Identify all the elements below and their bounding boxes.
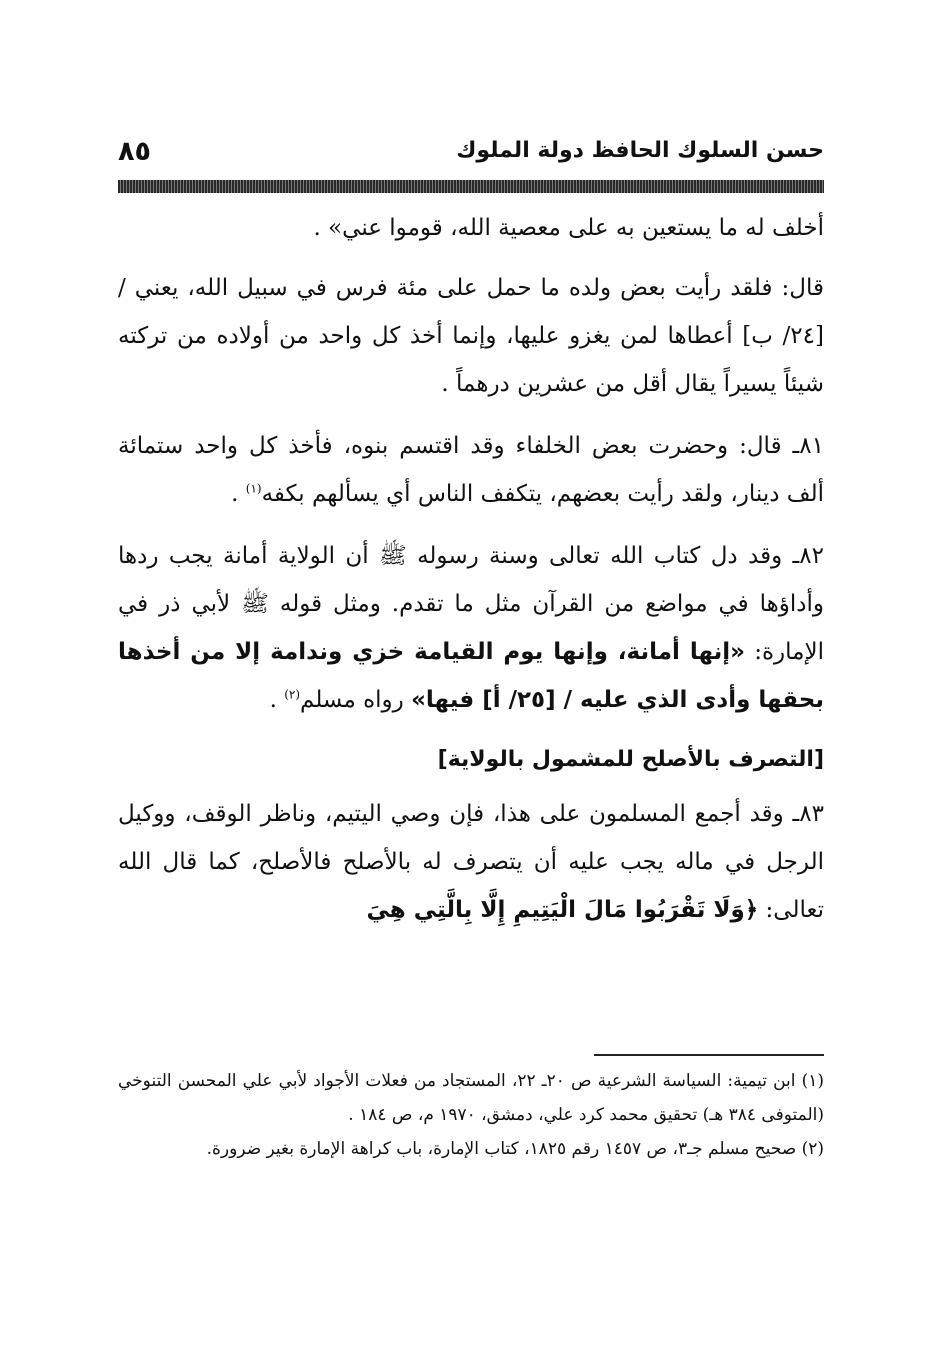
footnote-1: (١) ابن تيمية: السياسة الشرعية ص ٢٠ـ ٢٢، المستجاد من فعلات الأجواد لأبي علي المحسن التنوخي (المتوفى ٣٨٤ هـ) تحقيق محمد كرد علي، دمشق، ١٩٧٠ م، ص ١٨٤ .	[118, 1071, 824, 1125]
section-heading: [التصرف بالأصلح للمشمول بالولاية]	[437, 747, 824, 772]
paragraph-end: .	[269, 687, 285, 713]
paragraph-text: ٨١ـ قال: وحضرت بعض الخلفاء وقد اقتسم بنوه، فأخذ كل واحد ستمائة ألف دينار، ولقد رأيت بعضهم، يتكفف الناس أي يسألهم بكفه	[118, 433, 824, 507]
quran-verse: ﴿وَلَا تَقْرَبُوا مَالَ الْيَتِيمِ إِلَّا بِالَّتِي هِيَ	[366, 897, 759, 923]
paragraph-tail: .	[231, 481, 246, 507]
footnote-2: (٢) صحيح مسلم جـ٣، ص ١٤٥٧ رقم ١٨٢٥، كتاب الإمارة، باب كراهة الإمارة بغير ضرورة.	[206, 1139, 824, 1159]
paragraph-tail: رواه مسلم	[300, 687, 412, 713]
page-header	[118, 136, 824, 176]
paragraph-82	[118, 532, 824, 724]
footnote-ref-2: (٢)	[284, 687, 301, 702]
paragraph-text: أخلف له ما يستعين به على معصية الله، قوموا عني» .	[313, 215, 824, 241]
paragraph-81	[118, 422, 824, 518]
paragraph-text: ٨٢ـ وقد دل كتاب الله تعالى وسنة رسوله ﷺ أن الولاية أمانة يجب ردها وأداؤها في مواضع من القرآن مثل ما تقدم. ومثل قوله ﷺ لأبي ذر في الإمارة:	[118, 543, 824, 665]
footnote-divider	[594, 1054, 824, 1056]
book-title: حسن السلوك الحافظ دولة الملوك	[456, 138, 824, 163]
page-number: ٨٥	[118, 136, 151, 167]
paragraph-text: قال: فلقد رأيت بعض ولده ما حمل على مئة فرس في سبيل الله، يعني / [٢٤/ ب] أعطاها لمن يغزو عليها، وإنما أخذ كل واحد من أولاده من تركته شيئاً يسيراً يقال أقل من عشرين درهماً .	[118, 275, 824, 397]
paragraph-text: ٨٣ـ وقد أجمع المسلمون على هذا، فإن وصي اليتيم، وناظر الوقف، ووكيل الرجل في ماله يجب عليه أن يتصرف له بالأصلح فالأصلح، كما قال الله تعالى:	[118, 801, 824, 923]
paragraph-1	[118, 204, 824, 252]
paragraph-2	[118, 264, 824, 408]
header-rule	[118, 180, 824, 193]
footnotes	[118, 1064, 824, 1166]
footnote-ref-1: (١)	[245, 481, 262, 496]
paragraph-83	[118, 790, 824, 934]
hadith-quote: «إنها أمانة، وإنها يوم القيامة خزي وندامة إلا من أخذها بحقها وأدى الذي عليه / [٢٥/ أ] فيها»	[118, 639, 824, 713]
body-text	[118, 204, 824, 948]
